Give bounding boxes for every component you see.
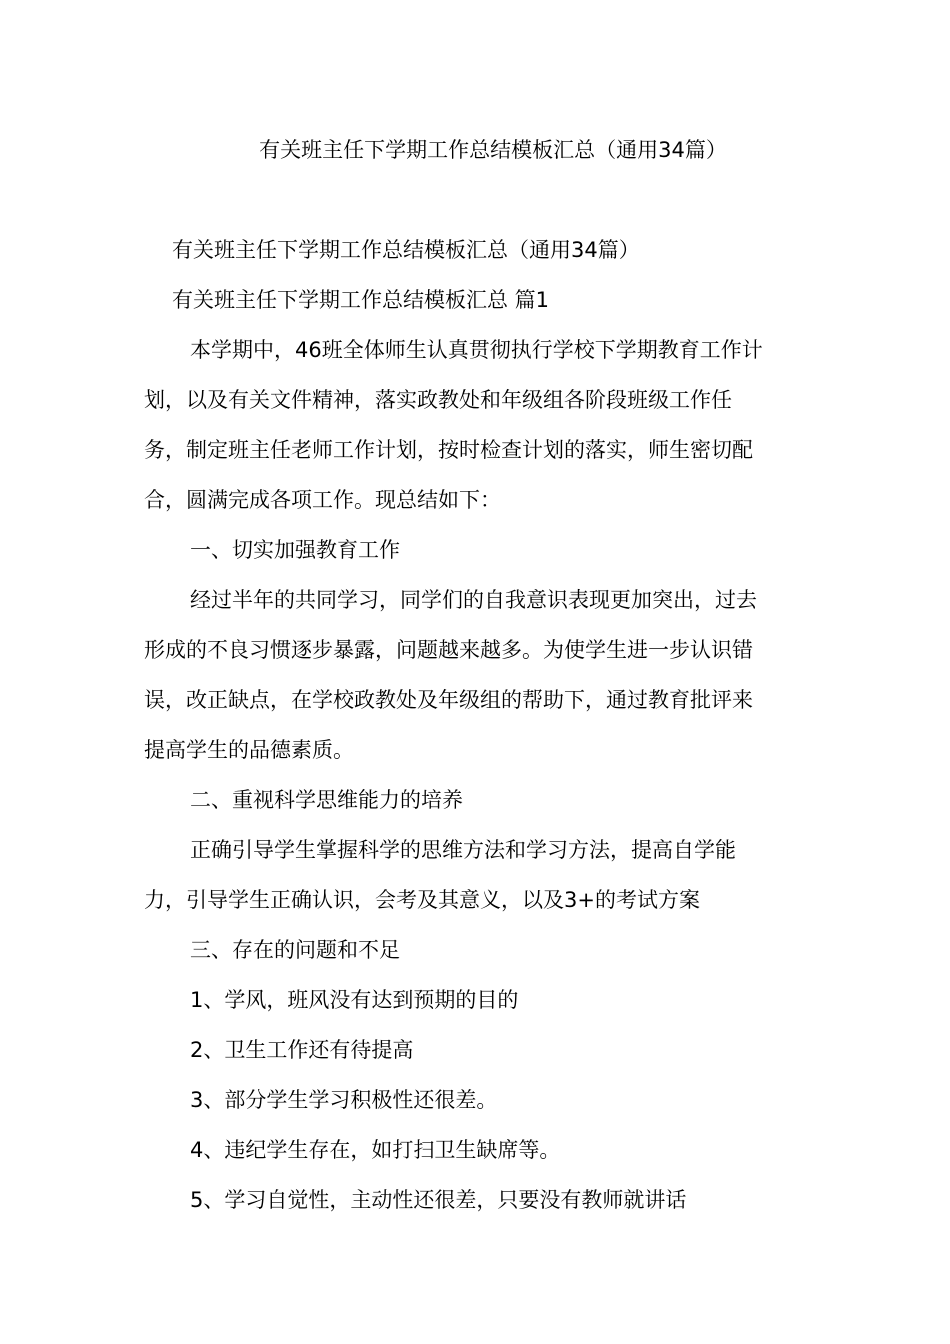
heading-line: 一、切实加强教育工作 <box>190 538 400 562</box>
paragraph-line: 误，改正缺点，在学校政教处及年级组的帮助下，通过教育批评来 <box>144 688 753 712</box>
list-item: 4、违纪学生存在，如打扫卫生缺席等。 <box>190 1138 561 1162</box>
document-title: 有关班主任下学期工作总结模板汇总（通用34篇） <box>259 138 727 162</box>
heading-line: 二、重视科学思维能力的培养 <box>190 788 463 812</box>
list-item: 5、学习自觉性，主动性还很差，只要没有教师就讲话 <box>190 1188 687 1212</box>
list-item: 2、卫生工作还有待提高 <box>190 1038 414 1062</box>
paragraph-line: 经过半年的共同学习，同学们的自我意识表现更加突出，过去 <box>190 588 757 612</box>
paragraph-line: 正确引导学生掌握科学的思维方法和学习方法，提高自学能 <box>190 838 736 862</box>
paragraph-line: 力，引导学生正确认识，会考及其意义，以及3+的考试方案 <box>144 888 700 912</box>
section-heading: 有关班主任下学期工作总结模板汇总 篇1 <box>172 288 550 312</box>
document-subtitle: 有关班主任下学期工作总结模板汇总（通用34篇） <box>172 238 640 262</box>
list-item: 1、学风，班风没有达到预期的目的 <box>190 988 519 1012</box>
paragraph-line: 合，圆满完成各项工作。现总结如下： <box>144 488 501 512</box>
paragraph-line: 划，以及有关文件精神，落实政教处和年级组各阶段班级工作任 <box>144 388 732 412</box>
list-item: 3、部分学生学习积极性还很差。 <box>190 1088 498 1112</box>
paragraph-line: 务，制定班主任老师工作计划，按时检查计划的落实，师生密切配 <box>144 438 753 462</box>
paragraph-line: 形成的不良习惯逐步暴露，问题越来越多。为使学生进一步认识错 <box>144 638 753 662</box>
paragraph-line: 本学期中，46班全体师生认真贯彻执行学校下学期教育工作计 <box>190 338 763 362</box>
heading-line: 三、存在的问题和不足 <box>190 938 400 962</box>
paragraph-line: 提高学生的品德素质。 <box>144 738 354 762</box>
